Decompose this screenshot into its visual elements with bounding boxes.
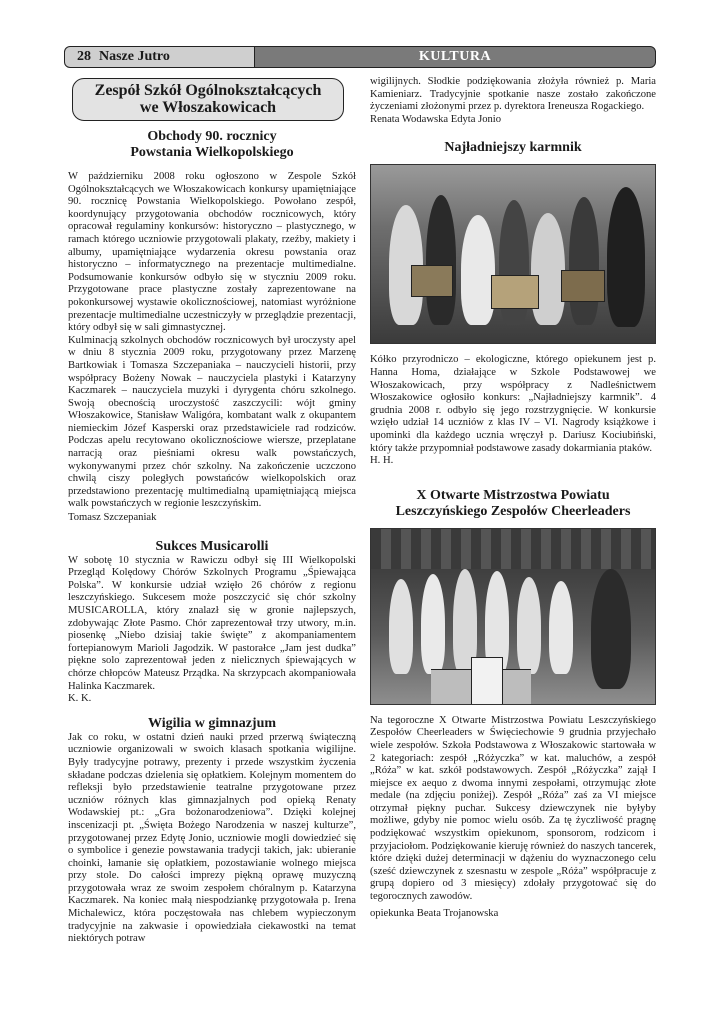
article-signature: H. H.: [370, 455, 394, 467]
article-paragraph: Kulminacją szkolnych obchodów rocznicowych był uroczysty apel w dniu 8 stycznia 2009 roku, przygotowany przez Marzenę Bartkowiak i Tomasza Szczepaniaka – nauczycieli historii, przy współpracy Bożeny Nowak – nauczyciela plastyki i Katarzyny Kaczmarek – nauczyciela muzyki i dyrygenta chóru szkolnego. Swoją obecnością uroczystość zaszczycili: wójt gminy Włoszakowice, Stanisław Waligóra, kombatant walk z okupantem niemieckim Józef Kasperski oraz przedstawiciele rad rodziców. Podczas apelu recytowano okolicznościowe wiersze, przeplatane narracją oraz pieśniami okresu walk powstańczych, wykonywanymi przez chór szkolny. Na zakończenie uczczono chwilą ciszy poległych powstańców wielkopolskich oraz przedstawiono prezentację multimedialną upamiętniającą miejsca walk powstańczych w regionie leszczyńskim.: [68, 334, 356, 510]
title-line: X Otwarte Mistrzostwa Powiatu: [416, 487, 610, 503]
article-title-karmnik: Najładniejszy karmnik: [444, 140, 582, 156]
article-title-cheerleaders: [370, 488, 656, 520]
cheerleaders-photo: [370, 528, 656, 705]
magazine-title: Nasze Jutro: [99, 49, 170, 64]
title-line: Powstania Wielkopolskiego: [130, 145, 294, 160]
article-paragraph: W październiku 2008 roku ogłoszono w Zespole Szkół Ogólnokształcących we Włoszakowicach konkursy upamiętniające 90. rocznicę Powstania Wielkopolskiego. Powołano zespół, koordynujący przygotowania obchodów rocznicowych, który opracował regulaminy konkursów: historyczno – plastycznego, w ramach którego uczniowie przygotowali plakaty, rzeźby, makiety i albumy, upamiętniające wydarzenia okresu powstania oraz historyczno – informatycznego na prezentacje multimedialne. Podsumowanie konkursów odbyło się w styczniu 2009 roku. Przygotowane prace plastyczne zostały zaprezentowane na pokonkursowej wystawie okolicznościowej, natomiast wyróżnione prezentacje multimedialne uczestniczyły w przeglądzie prezentacji, który odbył się w sali gimnastycznej.: [68, 171, 356, 334]
page-number: 28: [77, 49, 91, 64]
article-paragraph: wigilijnych. Słodkie podziękowania złożyła również p. Maria Kamieniarz. Tradycyjnie spotkanie nasze zostało zakończone życzeniami złożonymi przez p. dyrektora Ireneusza Rogackiego.: [370, 76, 656, 113]
article-signature: opiekunka Beata Trojanowska: [370, 907, 499, 919]
article-title-wigilia: Wigilia w gimnazjum: [147, 715, 277, 731]
school-name-line1: Zespół Szkół Ogólnokształcących: [94, 82, 322, 99]
section-title: KULTURA: [418, 49, 492, 64]
article-title-musicarolla: Sukces Musicarolli: [155, 538, 269, 554]
article-signature: K. K.: [68, 693, 92, 705]
school-name-line2: we Włoszakowicach: [139, 99, 277, 116]
header-left: [65, 47, 255, 67]
article-signature: Tomasz Szczepaniak: [68, 512, 157, 524]
article-paragraph: Jak co roku, w ostatni dzień nauki przed przerwą świąteczną uczniowie organizowali w swoich klasach spotkania wigilijne. Były tradycyjne potrawy, prezenty i przede wszystkim życzenia składane podczas dzielenia się opłatkiem. Kolejnym momentem do refleksji było przedstawienie teatralne przygotowane przez uczniów różnych klas gimnazjalnych pod opieką Renaty Wodawskiej pt.: „Gra bożonarodzeniowa”. Dzięki kolejnej inscenizacji pt. „Święta Bożego Narodzenia w naszej kulturze”, przygotowanej przez Edytę Jonio, uczniowie mogli dowiedzieć się o symbolice i genezie powstawania tradycji takich, jak: ubieranie choinki, łamanie się opłatkiem, pozostawianie wolnego miejsca przy stole. Do całości imprezy piękną oprawę muzyczną przygotowała wraz ze swoim zespołem chóralnym p. Katarzyna Kaczmarek. Na koniec małą niespodziankę przygotowała p. Irena Michalewicz, która poczęstowała nas chlebem wypieczonym tradycyjnie na zakwasie i opowiedziała ciekawostki na temat niektórych potraw: [68, 731, 356, 945]
article-title-obchody: [68, 129, 356, 161]
school-name-box: [72, 78, 344, 121]
article-paragraph: Kółko przyrodniczo – ekologiczne, którego opiekunem jest p. Hanna Homa, działające w Szkole Podstawowej we Włoszakowicach, przy współpracy z Nadleśnictwem Włoszakowice ogłosiło konkurs: „Najładniejszy karmnik”. 4 grudnia 2008 r. odbyło się jego rozstrzygnięcie. W konkursie wzięło udział 14 uczniów z klas IV – VI. Nagrody książkowe i upominki dla każdego ucznia wręczył p. Dariusz Kociubiński, który także przypomniał podstawowe zasady dokarmiania ptaków.: [370, 354, 656, 454]
page-header: [64, 46, 656, 68]
left-column: [68, 76, 356, 946]
article-signature: Renata Wodawska Edyta Jonio: [370, 113, 502, 125]
title-line: Obchody 90. rocznicy: [147, 129, 277, 144]
feeder-contest-photo: [370, 164, 656, 344]
article-paragraph: Na tegoroczne X Otwarte Mistrzostwa Powiatu Leszczyńskiego Zespołów Cheerleaders w Święciechowie 9 grudnia przyjechało wiele zespołów. Szkoła Podstawowa z Włoszakowic startowała w 2 kategoriach: zespół „Różyczka” w kat. maluchów, a zespół „Róża” w kat. szkół podstawowych. Zespół „Różyczka” zajął I miejsce ex aequo z dwoma innymi zespołami, otrzymując złote medale (na zdjęciu poniżej). Zespół „Róża” zaś za VI miejsce otrzymał piękny puchar. Sukcesy dziewczynek nie byłyby możliwe, gdyby nie pomoc wielu osób. Za tę życzliwość pragnę podziękować wszystkim opiekunom, sponsorom, rodzicom i przyjaciołom. Podziękowanie kieruję również do naszych tancerek, które dzięki dużej determinacji w dążeniu do wyznaczonego celu (sześć dziewczynek z szesnastu w zespole „Róża” współpracuje z grupą dopiero od 3 miesięcy) zdołały przygotować się do tegorocznych zawodów.: [370, 714, 656, 903]
right-column: [370, 76, 656, 920]
article-paragraph: W sobotę 10 stycznia w Rawiczu odbył się III Wielkopolski Przegląd Kolędowy Chórów Szkolnych Programu „Śpiewająca Polska”. W konkursie udział wzięło 26 chórów z regionu leszczyńskiego. Sukcesem może poszczycić się chór szkolny MUSICAROLLA, który znalazł się w gronie najlepszych, zdobywając Złote Pasmo. Chór zaprezentował trzy utwory, m.in. piosenkę „Niebo dzisiaj takie święte” z akompaniamentem fortepianowym Marioli Jagodzik. W pastorałce „Jam jest dudka” piękne solo zaprezentował jeden z nielicznych śpiewających w chórze chłopców Mateusz Prządka. Na skrzypcach akompaniowała Halinka Kaczmarek.: [68, 554, 356, 692]
title-line: Leszczyńskiego Zespołów Cheerleaders: [395, 503, 631, 519]
